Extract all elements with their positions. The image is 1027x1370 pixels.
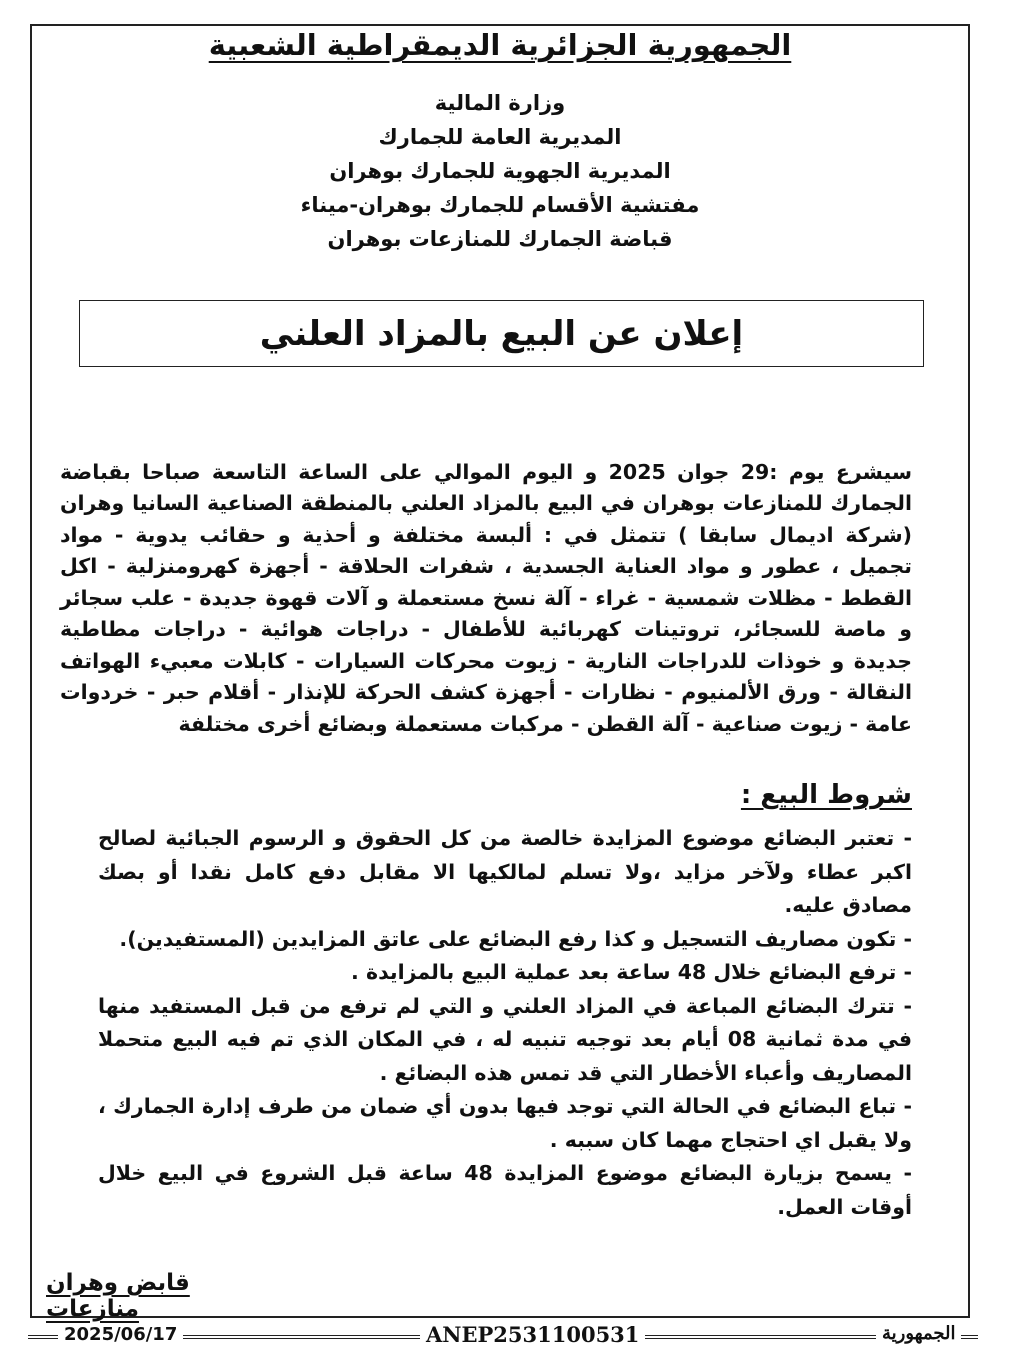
directorate-general-line: المديرية العامة للجمارك	[378, 125, 622, 149]
conditions-heading: شروط البيع :	[740, 780, 912, 810]
condition-item: - ترفع البضائع خلال 48 ساعة بعد عملية البيع بالمزايدة .	[351, 960, 912, 984]
condition-item: - يسمح بزيارة البضائع موضوع المزايدة 48 ساعة قبل الشروع في البيع خلال أوقات العمل.	[98, 1161, 912, 1219]
condition-item: - تترك البضائع المباعة في المزاد العلني و التي لم ترفع من قبل المستفيد منها في مدة ثمانية 08 أيام بعد توجيه تنبيه له ، في المكان الذي تم فيه البيع متحملا المصاريف وأعباء الأخطار التي قد تمس هذه البضائع .	[98, 993, 912, 1085]
republic-title: الجمهورية الجزائرية الديمقراطية الشعبية	[208, 28, 792, 62]
inspection-line: مفتشية الأقسام للجمارك بوهران-ميناء	[300, 193, 700, 217]
newspaper-logo: الجمهورية	[876, 1323, 961, 1344]
condition-item: - تكون مصاريف التسجيل و كذا رفع البضائع على عاتق المزايدين (المستفيدين).	[119, 926, 912, 951]
regional-directorate-line: المديرية الجهوية للجمارك بوهران	[329, 159, 671, 183]
intro-paragraph: سيشرع يوم :29 جوان 2025 و اليوم الموالي على الساعة التاسعة صباحا بقباضة الجمارك للمنازعات بوهران في البيع بالمزاد العلني بالمنطقة الصناعية السانيا وهران (شركة اديمال سابقا ) تتمثل في : ألبسة مختلفة و أحذية و حقائب يدوية - مواد تجميل ، عطور و مواد العناية الجسدية ، شفرات الحلاقة - أجهزة كهرومنزلية - اكل القطط - مظلات شمسية - غراء - آلة نسخ مستعملة و آلات قهوة جديدة - علب سجائر و ماصة للسجائر، تروتينات كهربائية للأطفال - دراجات هوائية - دراجات مطاطية جديدة و خوذات للدراجات النارية - زيوت محركات السيارات - كابلات معبيء الهواتف النقالة - ورق الألمنيوم - نظارات - أجهزة كشف الحركة للإنذار - أقلام حبر - خردوات عامة - زيوت صناعية - آلة القطن - مركبات مستعملة وبضائع أخرى مختلفة	[60, 459, 912, 736]
ministry-line: وزارة المالية	[434, 91, 566, 115]
footer-bar	[28, 1324, 978, 1350]
condition-item: - تباع البضائع في الحالة التي توجد فيها بدون أي ضمان من طرف إدارة الجمارك ، ولا يقبل اي احتجاج مهما كان سببه .	[98, 1094, 912, 1152]
footer-date: 2025/06/17	[58, 1324, 183, 1345]
signature: قابض وهران منازعات	[46, 1270, 190, 1322]
announcement-title-box	[79, 300, 924, 367]
conditions-list	[98, 822, 912, 1224]
collection-office-line: قباضة الجمارك للمنازعات بوهران	[327, 227, 673, 251]
condition-item: - تعتبر البضائع موضوع المزايدة خالصة من كل الحقوق و الرسوم الجبائية لصالح اكبر عطاء ولآخر مزايد ،ولا تسلم لمالكيها الا مقابل دفع كامل نقدا أو بصك مصادق عليه.	[98, 826, 912, 917]
announcement-title: إعلان عن البيع بالمزاد العلني	[259, 313, 744, 354]
organization-hierarchy	[40, 86, 960, 256]
footer-anep-code: ANEP2531100531	[420, 1322, 645, 1347]
